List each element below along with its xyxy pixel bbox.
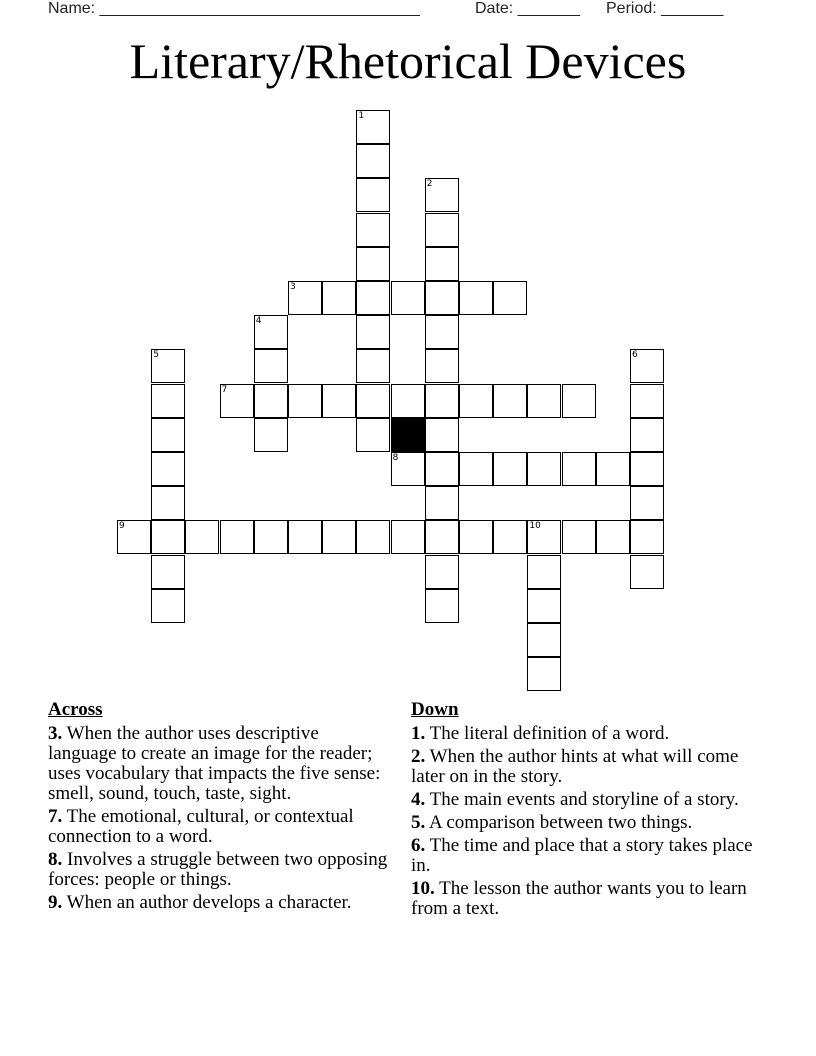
crossword-cell[interactable] [562,452,596,486]
crossword-cell[interactable] [630,349,664,383]
clue-down-2 [411,747,756,787]
crossword-cell[interactable] [356,315,390,349]
clue-across-7 [48,807,388,847]
clue-text: Involves a struggle between two opposing forces: people or things. [48,849,388,890]
crossword-cell[interactable] [117,520,151,554]
crossword-cell[interactable] [425,384,459,418]
crossword-cell[interactable] [322,384,356,418]
crossword-cell[interactable] [254,315,288,349]
crossword-cell[interactable] [322,520,356,554]
clue-text: A comparison between two things. [428,812,693,833]
clue-text: When an author develops a character. [66,892,352,913]
crossword-cell[interactable] [527,589,561,623]
crossword-cell[interactable] [151,418,185,452]
crossword-cell[interactable] [596,520,630,554]
crossword-cell[interactable] [425,486,459,520]
clue-number-label: 10 [529,521,541,532]
crossword-cell[interactable] [356,213,390,247]
crossword-cell[interactable] [562,384,596,418]
crossword-cell[interactable] [630,555,664,589]
crossword-cell[interactable] [630,418,664,452]
crossword-cell[interactable] [288,281,322,315]
crossword-cell[interactable] [185,520,219,554]
crossword-cell[interactable] [151,452,185,486]
crossword-cell[interactable] [630,486,664,520]
down-heading: Down [411,699,459,720]
clue-down-5 [411,813,756,833]
crossword-cell[interactable] [356,281,390,315]
clue-number: 7. [48,806,63,827]
crossword-cell[interactable] [220,520,254,554]
crossword-cell[interactable] [356,178,390,212]
clue-down-1 [411,724,756,744]
across-heading: Across [48,699,103,720]
clue-across-9 [48,893,388,913]
crossword-cell[interactable] [356,144,390,178]
crossword-cell[interactable] [527,384,561,418]
crossword-cell[interactable] [356,349,390,383]
clue-text: When the author uses descriptive language to create an image for the reader; uses vocabulary that impacts the five sense: smell, sound, touch, taste, sight. [48,723,381,804]
crossword-cell[interactable] [459,281,493,315]
clue-text: The lesson the author wants you to learn from a text. [411,878,747,919]
crossword-cell[interactable] [220,384,254,418]
clue-number-label: 9 [119,521,125,532]
crossword-cell[interactable] [425,213,459,247]
crossword-cell[interactable] [356,418,390,452]
crossword-cell[interactable] [493,281,527,315]
crossword-cell[interactable] [425,589,459,623]
crossword-cell[interactable] [562,520,596,554]
crossword-cell[interactable] [288,384,322,418]
crossword-cell[interactable] [391,520,425,554]
crossword-cell[interactable] [630,520,664,554]
crossword-cell[interactable] [151,555,185,589]
crossword-cell[interactable] [493,384,527,418]
clue-text: The main events and storyline of a story. [429,789,739,810]
clue-number-label: 3 [290,282,296,292]
crossword-cell[interactable] [459,520,493,554]
crossword-cell[interactable] [425,178,459,212]
crossword-cell[interactable] [151,486,185,520]
clue-text: The time and place that a story takes place in. [411,835,753,876]
crossword-cell[interactable] [356,520,390,554]
clue-number-label: 1 [358,111,365,121]
crossword-cell[interactable] [425,520,459,554]
crossword-cell[interactable] [527,555,561,589]
clue-number: 3. [48,723,63,744]
clue-text: The literal definition of a word. [429,723,670,744]
clue-across-3 [48,724,388,804]
crossword-cell[interactable] [254,384,288,418]
crossword-cell[interactable] [630,384,664,418]
page-title: Literary/Rhetorical Devices [129,33,687,89]
crossword-cell[interactable] [493,520,527,554]
clue-text: When the author hints at what will come later on in the story. [411,746,739,787]
crossword-cell[interactable] [425,247,459,281]
crossword-cell[interactable] [254,418,288,452]
clue-number-label: 2 [426,179,433,190]
crossword-cell[interactable] [391,452,425,486]
crossword-cell[interactable] [151,520,185,554]
clue-number-label: 4 [255,316,262,327]
crossword-cell[interactable] [254,349,288,383]
crossword-cell[interactable] [425,315,459,349]
crossword-cell[interactable] [425,281,459,315]
crossword-cell[interactable] [527,623,561,657]
clue-down-6 [411,836,756,876]
clue-number: 4. [411,789,426,810]
crossword-cell[interactable] [151,384,185,418]
crossword-cell[interactable] [288,520,322,554]
clue-text: The emotional, cultural, or contextual connection to a word. [48,806,354,847]
clue-number: 5. [411,812,426,833]
down-clues [411,700,756,922]
crossword-cell[interactable] [356,384,390,418]
clue-across-8 [48,850,388,890]
clue-number: 1. [411,723,426,744]
crossword-cell[interactable] [391,384,425,418]
crossword-cell[interactable] [254,520,288,554]
crossword-cell[interactable] [596,452,630,486]
clue-number: 9. [48,892,63,913]
crossword-cell[interactable] [459,452,493,486]
name-field[interactable]: Name: ____________________________________ [48,0,420,17]
crossword-cell[interactable] [425,418,459,452]
clue-number: 6. [411,835,426,856]
crossword-cell[interactable] [151,349,185,383]
period-field[interactable]: Period: _______ [606,0,724,17]
clue-down-4 [411,790,756,810]
crossword-cell[interactable] [493,452,527,486]
crossword-cell[interactable] [425,452,459,486]
clue-number-label: 6 [632,350,638,361]
clue-number-label: 7 [221,384,228,395]
clue-number-label: 5 [153,350,159,361]
date-field[interactable]: Date: _______ [475,0,580,17]
crossword-cell[interactable] [356,247,390,281]
clue-number: 8. [48,849,63,870]
crossword-cell[interactable] [527,520,561,554]
across-clues [48,700,388,916]
crossword-cell[interactable] [459,384,493,418]
clue-number: 2. [411,746,426,767]
crossword-cell[interactable] [527,657,561,691]
crossword-cell[interactable] [391,281,425,315]
crossword-cell[interactable] [425,349,459,383]
clue-down-10 [411,879,756,919]
crossword-cell[interactable] [356,110,390,144]
crossword-cell[interactable] [527,452,561,486]
clue-number-label: 8 [392,453,399,463]
crossword-cell[interactable] [425,555,459,589]
crossword-cell[interactable] [630,452,664,486]
crossword-cell[interactable] [322,281,356,315]
clue-number: 10. [411,878,435,899]
black-square [391,418,425,452]
crossword-cell[interactable] [151,589,185,623]
